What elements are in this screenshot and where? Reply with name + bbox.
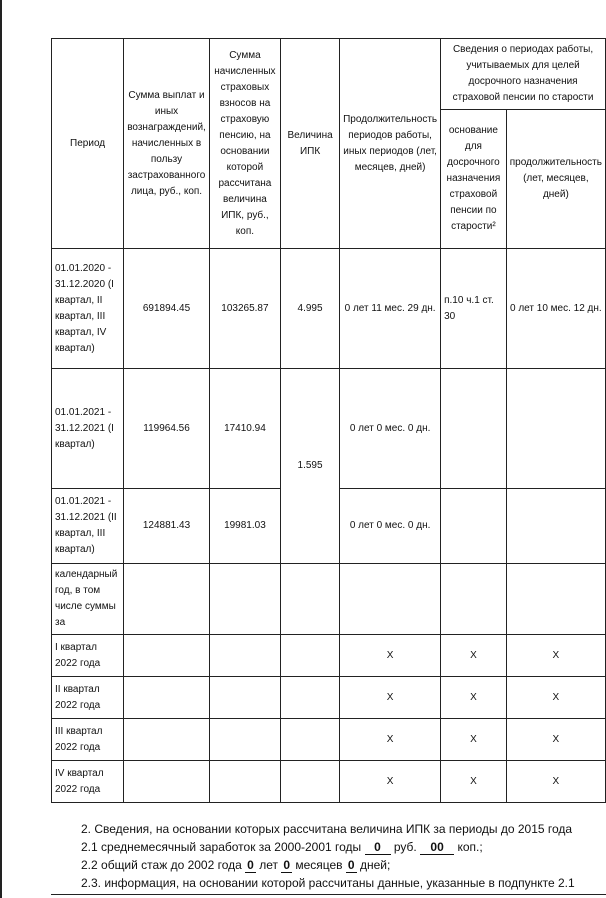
row-payments: 119964.56 — [124, 369, 210, 489]
row-contributions: 19981.03 — [209, 489, 280, 564]
months-value: 0 — [283, 858, 290, 872]
x-mark: X — [506, 635, 605, 677]
quarter-label: I квартал 2022 года — [52, 635, 124, 677]
calendar-row — [52, 564, 606, 635]
x-mark: X — [340, 719, 441, 761]
header-period: Период — [52, 39, 124, 249]
row-duration: 0 лет 0 мес. 0 дн. — [340, 489, 441, 564]
row-early-duration: 0 лет 10 мес. 12 дн. — [506, 249, 605, 369]
row-payments: 124881.43 — [124, 489, 210, 564]
header-early-group: Сведения о периодах работы, учитываемых для целей досрочного назначения страховой пенсии по старости — [441, 39, 606, 110]
row-early-basis-empty — [441, 369, 507, 489]
note-line: 2.3. информация, на основании которой рассчитаны данные, указанные в подпункте 2.1 — [81, 876, 575, 890]
note-line: 2. Сведения, на основании которых рассчитана величина ИПК за периоды до 2015 года — [81, 822, 573, 836]
table-row — [52, 369, 606, 489]
row-duration: 0 лет 0 мес. 0 дн. — [340, 369, 441, 489]
row-period: 01.01.2020 - 31.12.2020 (I квартал, II квартал, III квартал, IV квартал) — [52, 249, 124, 369]
quarter-row — [52, 761, 606, 803]
row-period: 01.01.2021 - 31.12.2021 (II квартал, III квартал) — [52, 489, 124, 564]
notes-section — [81, 820, 606, 892]
x-mark: X — [441, 719, 507, 761]
note-line-average-earnings: 2.1 среднемесячный заработок за 2000-2001 годы 0 руб. 00 коп.; — [81, 840, 483, 854]
days-value: 0 — [347, 858, 355, 872]
x-mark: X — [441, 761, 507, 803]
header-ipk: Величина ИПК — [281, 39, 340, 249]
x-mark: X — [506, 677, 605, 719]
row-period: 01.01.2021 - 31.12.2021 (I квартал) — [52, 369, 124, 489]
x-mark: X — [441, 635, 507, 677]
row-duration: 0 лет 11 мес. 29 дн. — [340, 249, 441, 369]
header-contributions: Сумма начисленных страховых взносов на страховую пенсию, на основании которой рассчитана величина ИПК, руб., коп. — [209, 39, 280, 249]
years-value: 0 — [247, 858, 254, 872]
header-payments: Сумма выплат и иных вознаграждений, начисленных в пользу застрахованного лица, руб., коп. — [124, 39, 210, 249]
row-payments: 691894.45 — [124, 249, 210, 369]
row-early-duration-empty — [506, 369, 605, 489]
header-row — [52, 39, 606, 110]
quarter-label: II квартал 2022 года — [52, 677, 124, 719]
x-mark: X — [340, 677, 441, 719]
bottom-table-edge — [51, 894, 606, 895]
quarter-row — [52, 719, 606, 761]
note-line-total-service: 2.2 общий стаж до 2002 года 0 лет 0 месяцев 0 дней; — [81, 858, 391, 872]
quarter-label: III квартал 2022 года — [52, 719, 124, 761]
row-early-duration-empty — [506, 489, 605, 564]
x-mark: X — [340, 635, 441, 677]
x-mark: X — [441, 677, 507, 719]
row-early-basis-empty — [441, 489, 507, 564]
quarter-label: IV квартал 2022 года — [52, 761, 124, 803]
row-contributions: 17410.94 — [209, 369, 280, 489]
x-mark: X — [340, 761, 441, 803]
row-contributions: 103265.87 — [209, 249, 280, 369]
kop-value: 00 — [420, 841, 454, 855]
left-border — [0, 0, 2, 898]
header-early-duration: продолжительность (лет, месяцев, дней) — [506, 110, 605, 249]
x-mark: X — [506, 719, 605, 761]
header-duration: Продолжительность периодов работы, иных периодов (лет, месяцев, дней) — [340, 39, 441, 249]
quarter-row — [52, 677, 606, 719]
row-ipk: 4.995 — [281, 249, 340, 369]
header-early-basis: основание для досрочного назначения страховой пенсии по старости² — [441, 110, 507, 249]
rub-value: 0 — [365, 841, 391, 855]
table-row — [52, 249, 606, 369]
row-ipk-2021: 1.595 — [281, 369, 340, 564]
ipk-table — [51, 38, 606, 803]
row-early-basis: п.10 ч.1 ст. 30 — [441, 249, 507, 369]
x-mark: X — [506, 761, 605, 803]
calendar-label: календарный год, в том числе суммы за — [52, 564, 124, 635]
quarter-row — [52, 635, 606, 677]
